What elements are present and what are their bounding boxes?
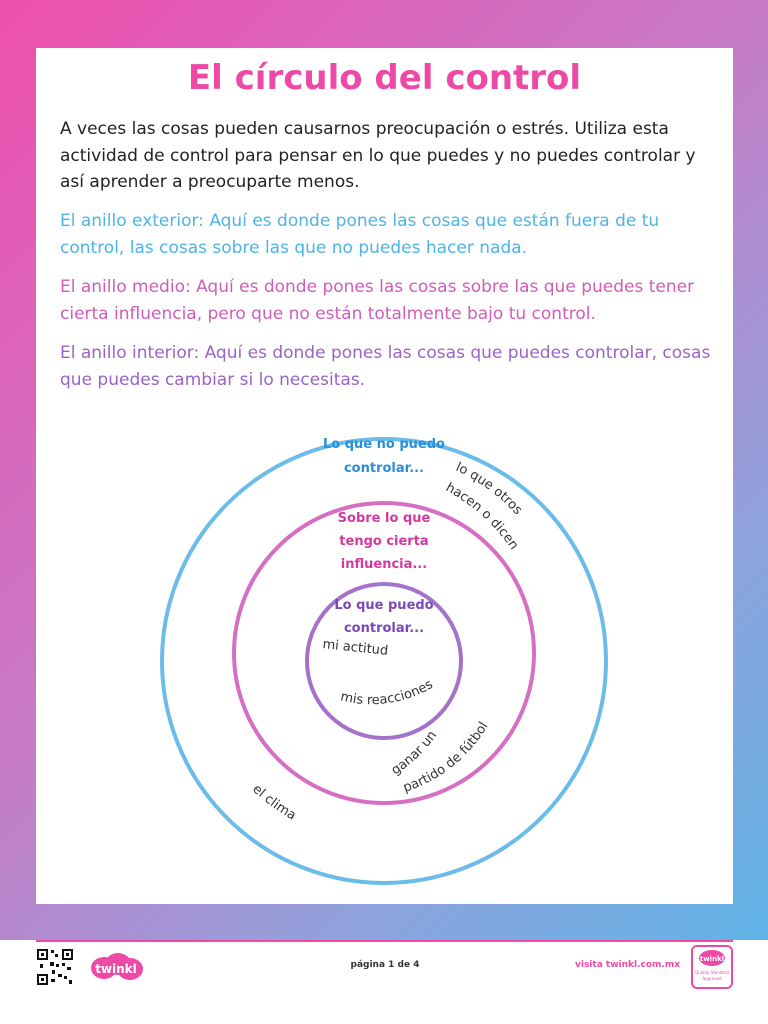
middle-ring-paragraph: El anillo medio: Aquí es donde pones las cosas sobre las que puedes tener cierta influencia, pero que no están totalmente bajo tu control. [60, 277, 695, 324]
middle-heading-line3: influencia... [340, 557, 428, 572]
twinkl-logo-icon[interactable] [84, 950, 148, 984]
qr-code-icon[interactable] [36, 948, 74, 986]
outer-ring-paragraph: El anillo exterior: Aquí es donde pones las cosas que están fuera de tu control, las cosas sobre las que no puedes hacer nada. [60, 211, 660, 258]
inner-heading-line1: Lo que puedo [334, 598, 434, 613]
item-ganar-line1: ganar un [388, 728, 441, 779]
page-title: El círculo del control [187, 58, 582, 98]
inner-ring-paragraph: El anillo interior: Aquí es donde pones las cosas que puedes controlar, cosas que puedes cambiar si lo necesitas. [60, 343, 711, 390]
item-otros-line2: hacen o dicen [443, 480, 522, 553]
page-number: página 1 de 4 [350, 960, 420, 970]
inner-heading-line2: controlar... [343, 621, 425, 636]
outer-heading-line1: Lo que no puedo [323, 437, 445, 452]
item-ganar-line2: partido de fútbol [401, 719, 492, 796]
intro-paragraph: A veces las cosas pueden causarnos preocupación o estrés. Utiliza esta actividad de control para pensar en lo que puedes y no puedes controlar y así aprender a preocuparte menos. [60, 119, 696, 192]
item-clima: el clima [249, 781, 299, 824]
outer-heading-line2: controlar... [343, 461, 425, 476]
item-otros-line1: lo que otros [453, 459, 526, 518]
item-reacciones: mis reacciones [339, 677, 436, 709]
svg-text:Approved: Approved [702, 976, 722, 981]
middle-heading-line2: tengo cierta [339, 534, 429, 549]
middle-heading-line1: Sobre lo que [337, 511, 431, 526]
svg-text:twinkl: twinkl [95, 962, 137, 976]
svg-text:Quality Standard: Quality Standard [695, 970, 729, 975]
quality-badge-icon [690, 944, 734, 990]
svg-text:twinkl: twinkl [699, 955, 725, 963]
footer-divider [36, 940, 733, 942]
item-actitud: mi actitud [321, 637, 389, 659]
outer-ring [162, 439, 606, 883]
visit-link[interactable]: visita twinkl.com.mx [575, 960, 680, 970]
